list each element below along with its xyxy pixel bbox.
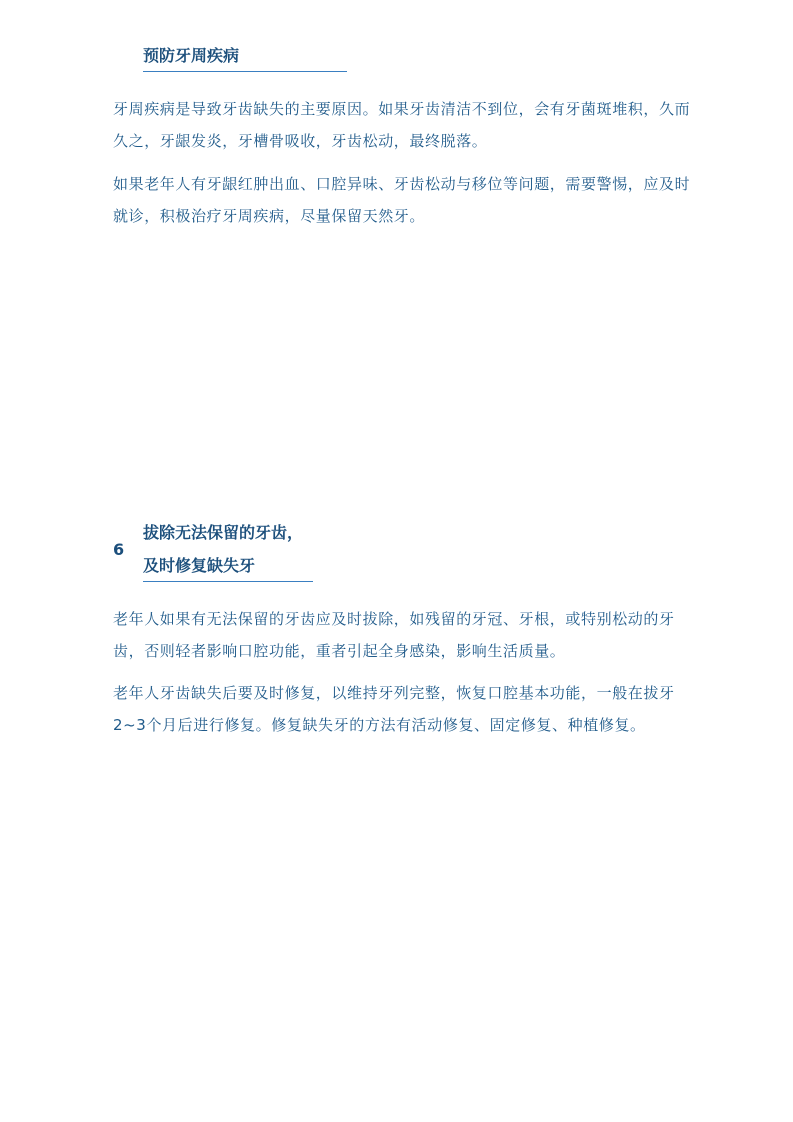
paragraph-periodontal-cause: 牙周疾病是导致牙齿缺失的主要原因。如果牙齿清洁不到位，会有牙菌斑堆积，久而久之，牙龈发炎，牙槽骨吸收，牙齿松动，最终脱落。 (113, 100, 691, 150)
section-title-underline (143, 581, 313, 582)
section-title-underline (143, 71, 347, 72)
section-number: 6 (113, 540, 125, 559)
paragraph-extraction: 老年人如果有无法保留的牙齿应及时拔除，如残留的牙冠、牙根，或特别松动的牙齿，否则轻者影响口腔功能，重者引起全身感染，影响生活质量。 (113, 610, 675, 660)
paragraph-periodontal-advice: 如果老年人有牙龈红肿出血、口腔异味、牙齿松动与移位等问题，需要警惕，应及时就诊，积极治疗牙周疾病，尽量保留天然牙。 (113, 175, 691, 225)
section-title-prevent-periodontal: 预防牙周疾病 (143, 46, 240, 65)
paragraph-restoration: 老年人牙齿缺失后要及时修复，以维持牙列完整，恢复口腔基本功能，一般在拔牙2~3个月后进行修复。修复缺失牙的方法有活动修复、固定修复、种植修复。 (113, 684, 675, 734)
section-title-line-2: 及时修复缺失牙 (143, 556, 256, 575)
section-title-line-1: 拔除无法保留的牙齿， (143, 523, 304, 542)
